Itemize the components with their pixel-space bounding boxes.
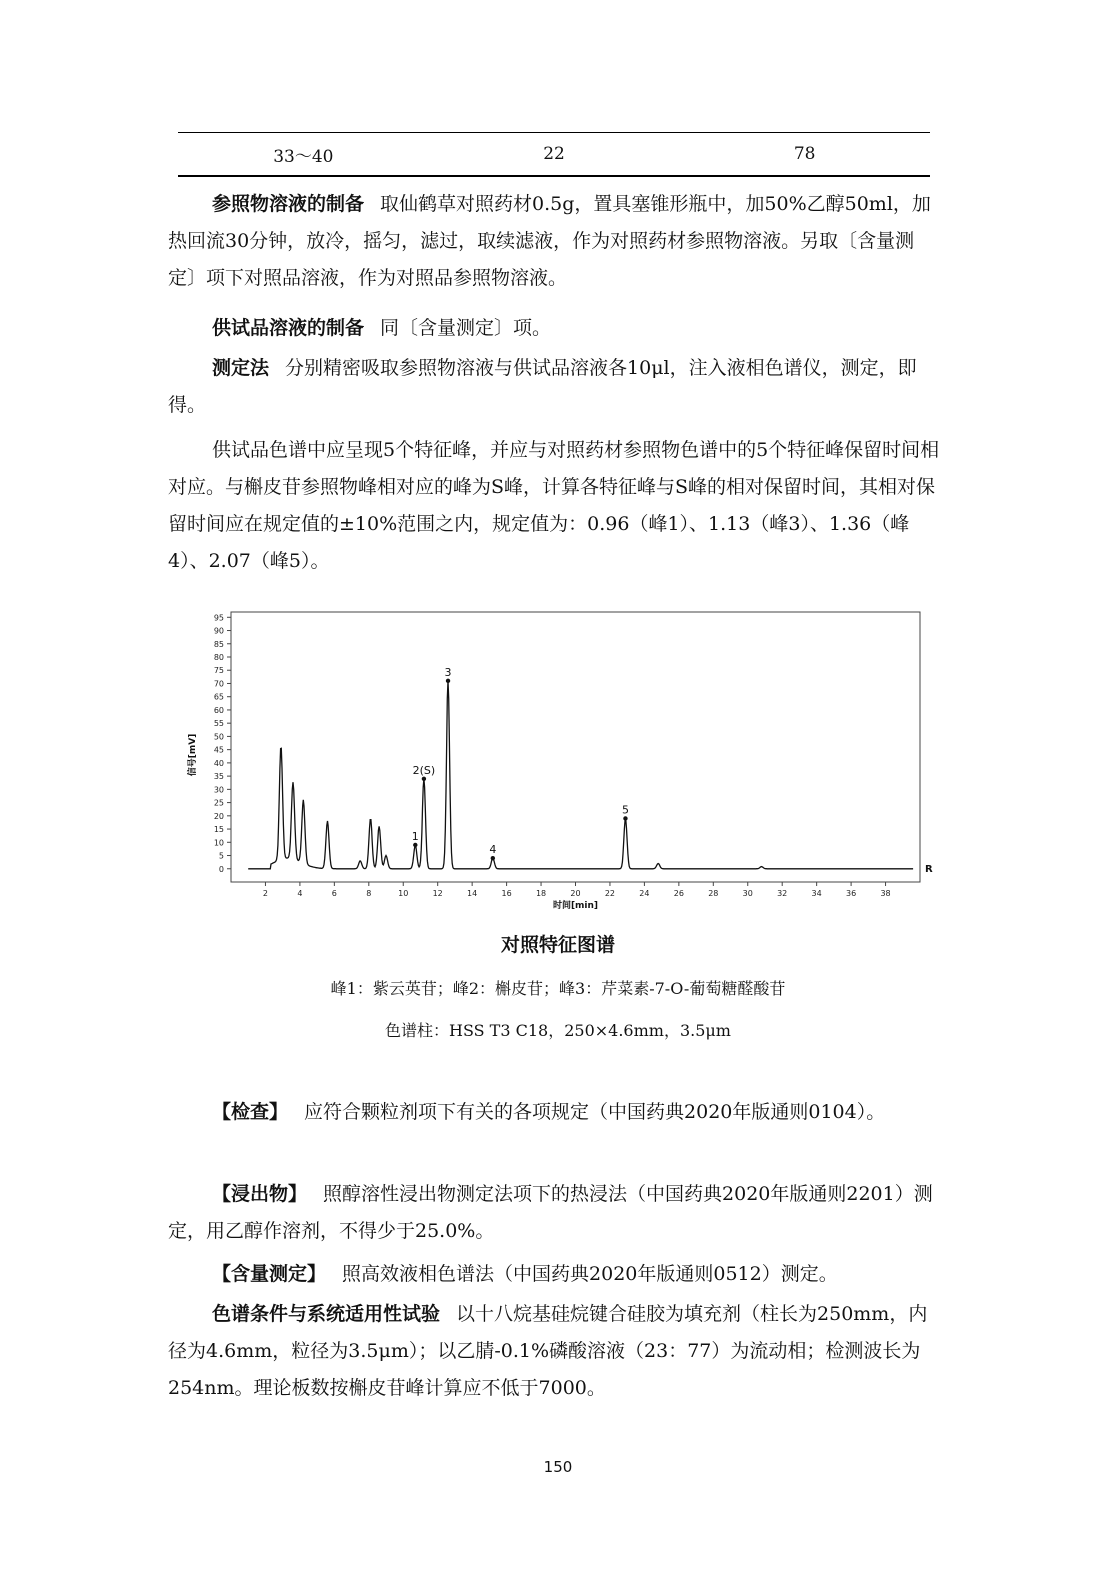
y-tick-label: 50 <box>213 732 224 742</box>
y-tick-label: 25 <box>213 798 224 808</box>
y-tick-label: 85 <box>213 639 224 649</box>
x-tick-label: 28 <box>708 889 719 898</box>
peak-marker <box>623 816 627 820</box>
figure-title: 对照特征图谱 <box>500 934 615 956</box>
x-tick-label: 26 <box>673 889 684 898</box>
x-tick-label: 2 <box>262 889 268 898</box>
paragraph-text: 照高效液相色谱法（中国药典2020年版通则0512）测定。 <box>342 1263 838 1285</box>
paragraph-requirements <box>168 432 940 580</box>
paragraph-text: 取仙鹤草对照药材0.5g，置具塞锥形瓶中，加50%乙醇50ml，加热回流30分钟，放冷，摇匀，滤过，取续滤液，作为对照药材参照物溶液。另取〔含量测定〕项下对照品溶液，作为对照品参照物溶液。 <box>168 193 931 289</box>
table-cell-a: 22 <box>543 144 565 164</box>
peak-label: 3 <box>444 665 452 679</box>
paragraph-reference-solution <box>168 186 940 297</box>
x-tick-label: 4 <box>297 889 303 898</box>
x-tick-label: 12 <box>432 889 443 898</box>
y-tick-label: 10 <box>213 838 224 848</box>
paragraph-inspection <box>168 1094 940 1131</box>
section-label: 测定法 <box>212 357 270 379</box>
paragraph-text: 照醇溶性浸出物测定法项下的热浸法（中国药典2020年版通则2201）测定，用乙醇作溶剂，不得少于25.0%。 <box>168 1183 933 1242</box>
y-axis-label: 信号[mV] <box>188 733 198 777</box>
table-rule-bottom <box>178 175 930 177</box>
peak-marker <box>422 777 426 781</box>
x-tick-label: 16 <box>501 889 512 898</box>
peak-marker <box>413 843 417 847</box>
y-tick-label: 5 <box>218 851 224 861</box>
table-cell-b: 78 <box>793 144 816 164</box>
peak-marker <box>446 679 450 683</box>
peak-marker <box>491 856 495 860</box>
x-axis-label: 时间[min] <box>552 901 599 911</box>
chromatogram-svg <box>185 604 945 924</box>
figure-caption-column: 色谱柱：HSS T3 C18，250×4.6mm，3.5μm <box>385 1021 731 1040</box>
x-tick-label: 34 <box>811 889 822 898</box>
peak-label: 5 <box>621 803 629 817</box>
section-label: 参照物溶液的制备 <box>212 193 365 215</box>
y-tick-label: 30 <box>213 785 224 795</box>
section-label: 【检查】 <box>212 1101 289 1123</box>
y-tick-label: 40 <box>213 758 224 768</box>
y-tick-label: 60 <box>213 705 224 715</box>
y-tick-label: 55 <box>213 719 224 729</box>
section-label: 色谱条件与系统适用性试验 <box>212 1303 441 1325</box>
paragraph-text: 同〔含量测定〕项。 <box>380 317 552 339</box>
y-tick-label: 75 <box>213 666 224 676</box>
paragraph-text: 以十八烷基硅烷键合硅胶为填充剂（柱长为250mm，内径为4.6mm，粒径为3.5μm）；以乙腈-0.1%磷酸溶液（23：77）为流动相；检测波长为254nm。理论板数按槲皮苷峰计算应不低于7000。 <box>168 1303 928 1399</box>
x-tick-label: 36 <box>846 889 857 898</box>
table-row <box>178 133 930 175</box>
y-tick-label: 90 <box>213 626 224 636</box>
chromatogram-trace <box>248 681 913 869</box>
section-label: 【浸出物】 <box>212 1183 308 1205</box>
y-tick-label: 65 <box>213 692 224 702</box>
x-tick-label: 30 <box>742 889 753 898</box>
y-tick-label: 35 <box>213 772 224 782</box>
paragraph-text: 分别精密吸取参照物溶液与供试品溶液各10μl，注入液相色谱仪，测定，即得。 <box>168 357 917 416</box>
x-tick-label: 24 <box>639 889 650 898</box>
paragraph-extract <box>168 1176 940 1250</box>
table-cell-time: 33～40 <box>273 146 334 167</box>
section-label: 供试品溶液的制备 <box>212 317 365 339</box>
y-tick-label: 95 <box>213 613 224 623</box>
paragraph-assay <box>168 1256 940 1293</box>
paragraph-chromatographic-conditions <box>168 1296 940 1407</box>
x-tick-label: 32 <box>777 889 788 898</box>
y-tick-label: 20 <box>213 811 224 821</box>
paragraph-method <box>168 350 940 424</box>
y-tick-label: 0 <box>218 864 224 874</box>
x-tick-label: 18 <box>535 889 547 898</box>
peak-label: 2(S) <box>412 763 436 777</box>
x-tick-label: 20 <box>570 889 581 898</box>
gradient-table-fragment <box>178 132 930 177</box>
chromatogram-chart <box>185 604 945 924</box>
paragraph-text: 应符合颗粒剂项下有关的各项规定（中国药典2020年版通则0104）。 <box>304 1101 886 1123</box>
section-label: 【含量测定】 <box>212 1263 327 1285</box>
trace-label: R <box>925 863 933 875</box>
x-tick-label: 8 <box>366 889 372 898</box>
x-tick-label: 14 <box>467 889 478 898</box>
y-tick-label: 80 <box>213 653 224 662</box>
figure-caption-peaks: 峰1：紫云英苷；峰2：槲皮苷；峰3：芹菜素-7-O-葡萄糖醛酸苷 <box>330 979 786 998</box>
x-tick-label: 10 <box>398 889 409 898</box>
x-tick-label: 6 <box>331 889 337 898</box>
x-tick-label: 22 <box>604 889 616 898</box>
page-number: 150 <box>543 1458 573 1476</box>
x-tick-label: 38 <box>880 889 891 898</box>
paragraph-text: 供试品色谱中应呈现5个特征峰，并应与对照药材参照物色谱中的5个特征峰保留时间相对应。与槲皮苷参照物峰相对应的峰为S峰，计算各特征峰与S峰的相对保留时间，其相对保留时间应在规定值的±10%范围之内，规定值为：0.96（峰1）、1.13（峰3）、1.36（峰4）、2.07（峰5）。 <box>168 439 940 572</box>
y-tick-label: 45 <box>213 745 224 755</box>
y-tick-label: 15 <box>213 825 224 835</box>
paragraph-test-solution <box>168 310 940 347</box>
peak-label: 1 <box>411 829 419 843</box>
y-tick-label: 70 <box>213 679 224 689</box>
plot-frame <box>231 612 920 882</box>
peak-label: 4 <box>489 843 497 857</box>
